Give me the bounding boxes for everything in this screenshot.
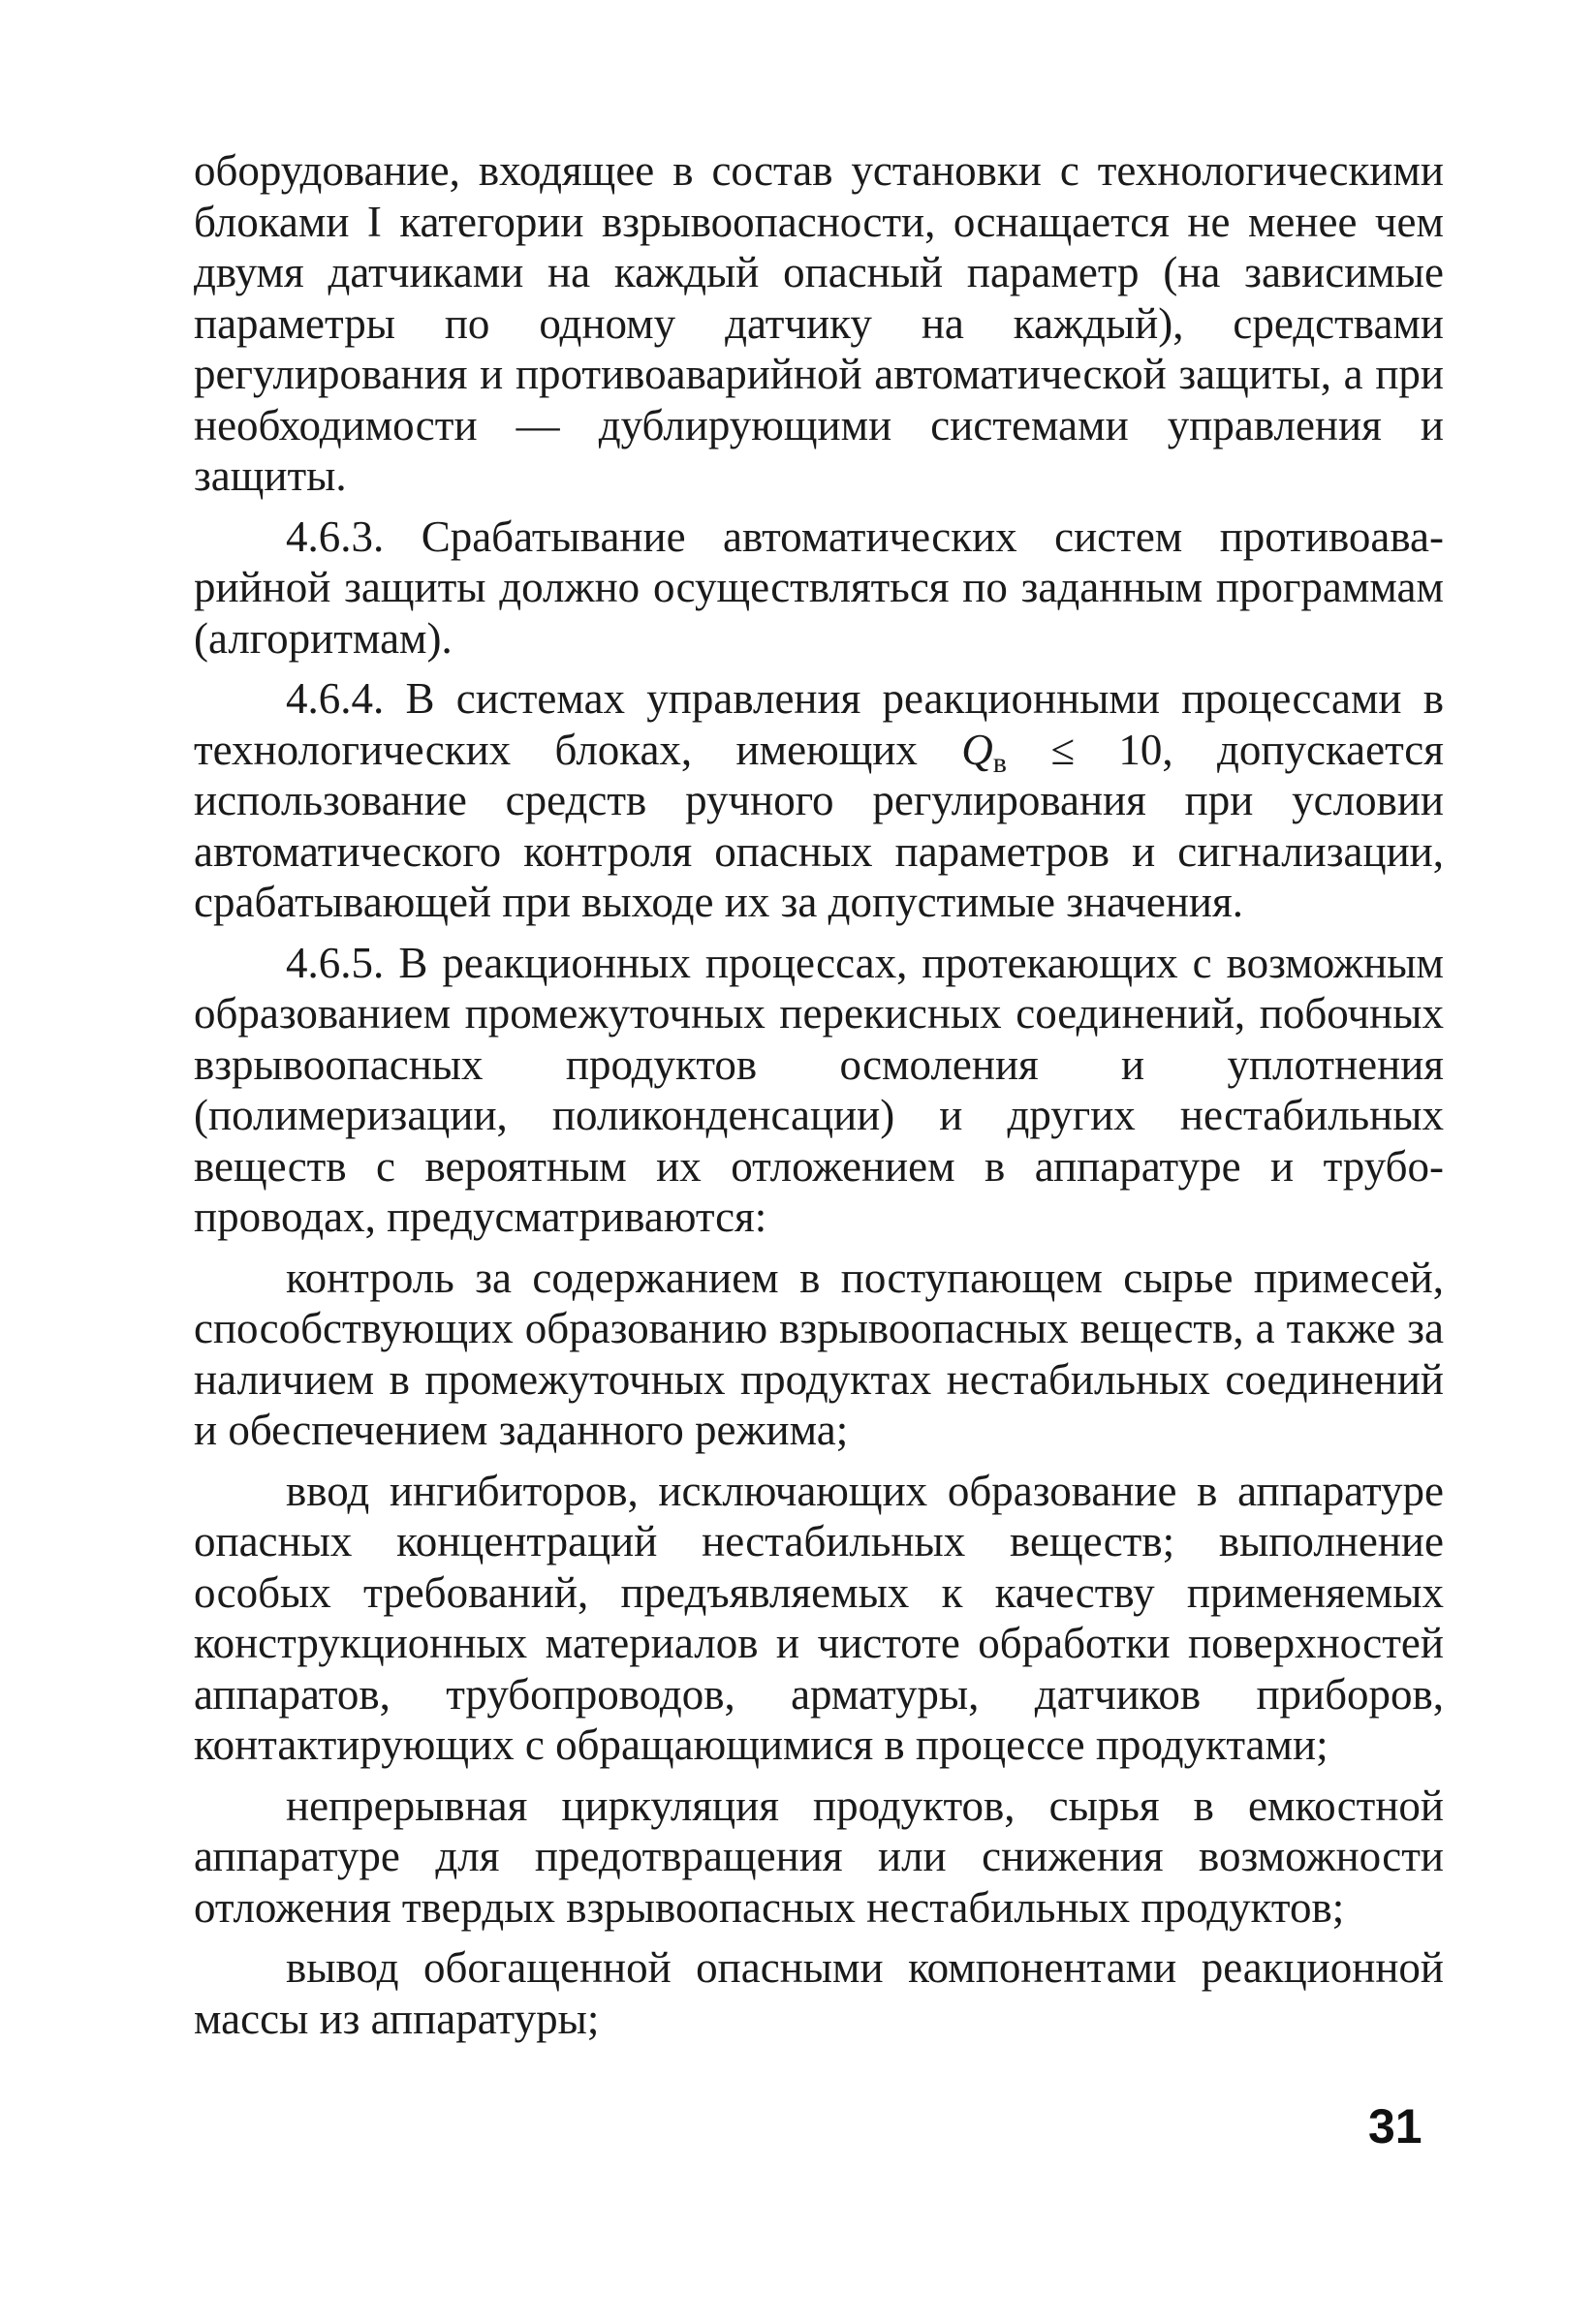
page-number: 31 (1368, 2099, 1422, 2154)
paragraph-4-6-3: 4.6.3. Срабатывание автоматических систем противоаварийной защиты должно осуществляться по заданным программам (алгоритмам). (194, 511, 1444, 663)
formula-variable: Q (961, 725, 993, 774)
paragraph-4-6-4-rest: ≤ 10, допускается использование средств ручного регулирования при условии автоматического контроля опасных параметров и сигнализации, срабатывающей при выходе их за допустимые значения. (194, 725, 1444, 926)
page-body (194, 145, 1444, 2054)
list-item-inhibitors: ввод ингибиторов, исключающих образование в аппаратуре опасных концентраций нестабильных веществ; выполнение особых требований, предъявляемых к качеству применяемых конструкционных материалов и чистоте обработки поверхностей аппаратов, трубопроводов, арматуры, датчиков приборов, контактирующих с обращающимися в процессе продуктами; (194, 1466, 1444, 1769)
paragraph-4-6-4 (194, 673, 1444, 928)
formula-subscript: в (992, 746, 1007, 779)
list-item-removal: вывод обогащенной опасными компонентами реакционной массы из аппаратуры; (194, 1943, 1444, 2043)
list-item-control: контроль за содержанием в поступающем сырье примесей, способствующих образованию взрывоопасных веществ, а также за наличием в промежуточных продуктах нестабильных соединений и обеспечением заданного режима; (194, 1253, 1444, 1454)
paragraph-4-6-4-lead: 4.6.4. В системах управления реакционными процессами в технологических блоках, имеющих (194, 674, 1444, 774)
paragraph-continuation: оборудование, входящее в состав установки с технологическими блоками I категории взрывоопасности, оснащается не менее чем двумя датчиками на каждый опасный параметр (на зависимые параметры по одному датчику на каждый), средствами регулирования и противоаварийной автоматической защиты, а при необходимости — дублирующими системами управления и защиты. (194, 146, 1444, 500)
list-item-circulation: непрерывная циркуляция продуктов, сырья в емкостной аппаратуре для предотвращения или снижения возможности отложения твердых взрывоопасных нестабильных продуктов; (194, 1781, 1444, 1932)
paragraph-4-6-5: 4.6.5. В реакционных процессах, протекающих с возможным образованием промежуточных перекисных соединений, побочных взрывоопасных продуктов осмоления и уплотнения (полимеризации, поликонденсации) и других нестабильных веществ с вероятным их отложением в аппаратуре и трубопроводах, предусматриваются: (194, 938, 1444, 1241)
